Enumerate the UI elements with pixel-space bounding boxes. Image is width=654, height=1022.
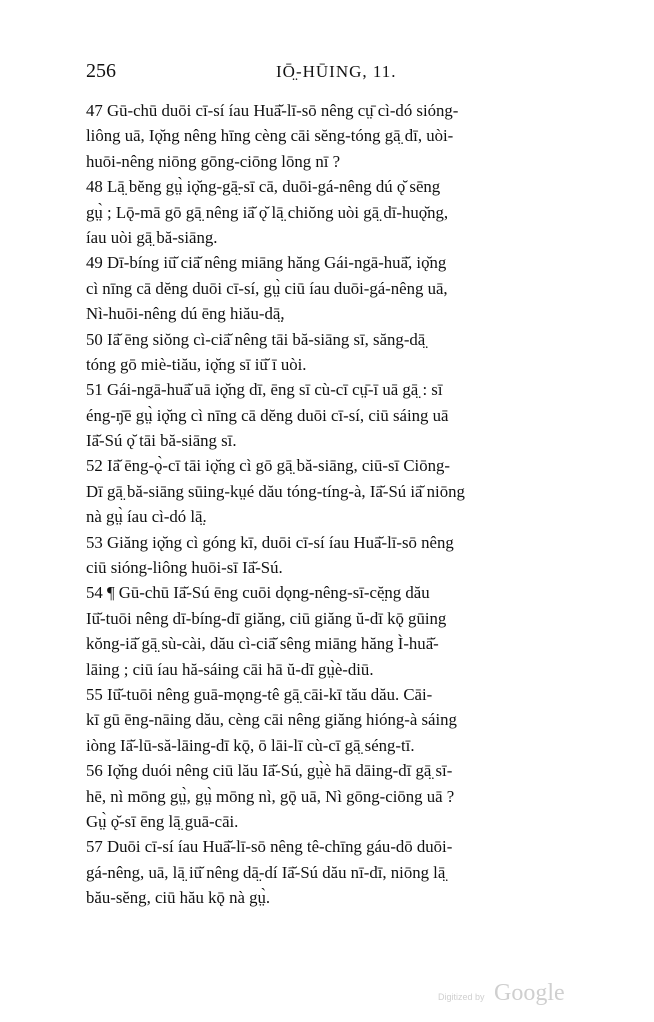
verse-line: tóng gō miè-tiău, iǫ̆ng sī iū̆ ī uòi. [86,354,307,374]
verse-57 [86,834,586,910]
verse-text-block [86,98,586,911]
verse-51 [86,377,586,453]
verse-line: Nì-huōi-nêng dú ēng hiău-dā̤, [86,304,285,324]
verse-line: éng-ŋ̄ē gṳ̀ iǫ̆ng cì nīng cā dĕng duōi cī-sí, ciū sáing uā [86,405,449,425]
verse-line: ciū sióng-liông huōi-sī Iā̆-Sú. [86,558,283,578]
verse-line: 51 Gái-ngā-huā̆ uā iǫ̆ng dī, ēng sī cù-cī cṳ̄-ī uā gā̤ : sī [86,380,443,400]
verse-line: 56 Iǫ̆ng duói nêng ciū lău Iā̆-Sú, gṳ̀è hā dāing-dī gā̤ sī- [86,761,453,781]
verse-line: 47 Gū-chū duōi cī-sí íau Huā̆-lī-sō nêng cṳ̄ cì-dó sióng- [86,101,459,120]
verse-line: kī gū ēng-nāing dău, cèng cāi nêng giăng hióng-à sáing [86,710,457,730]
verse-line: 52 Iā̆ ēng-ǫ̀-cī tāi iǫ̆ng cì gō gā̤ bă-siāng, ciū-sī Ciōng- [86,456,450,476]
verse-line: 50 Iā̆ ēng siŏng cì-ciā̆ nêng tāi bă-siāng sī, săng-dā̤ [86,329,426,349]
watermark-small-text: Digitized by [438,992,485,1002]
verse-line: Dī gā̤ bă-siāng sūing-kṳé dău tóng-tíng-à, Iā̆-Sú iā̆ niōng [86,481,465,501]
verse-53 [86,530,586,581]
page-header [86,60,576,90]
verse-line: Iā̆-Sú ǫ̆ tāi bă-siāng sī. [86,431,237,451]
verse-line: bău-sĕng, ciū hău kǭ nà gṳ̀. [86,888,271,908]
verse-line: kŏng-iā̆ gā̤ sù-cài, dău cì-ciā̆ sêng miāng hăng Ì-huā̆- [86,634,439,654]
verse-48 [86,174,586,250]
verse-line: nà gṳ̀ íau cì-dó lā̤. [86,507,207,527]
digitized-watermark [438,980,638,1014]
verse-line: 53 Giăng iǫ̆ng cì góng kī, duōi cī-sí íau Huā̆-lī-sō nêng [86,532,454,552]
running-head: IŌ̤-HŪING, 11. [276,62,397,81]
verse-line: 48 Lā̤ bĕng gṳ̀ iǫ̆ng-gā̤-sī cā, duōi-gá-nêng dú ǫ̆ sēng [86,177,441,197]
verse-line: íau uòi gā̤ bă-siāng. [86,227,218,247]
verse-49 [86,250,586,326]
verse-line: Gṳ̀ ǫ̆-sī ēng lā̤ guā-cāi. [86,811,239,831]
verse-line: gṳ̀ ; Lǭ-mā gō gā̤ nêng iā̆ ǫ̆ lā̤ chiŏng uòi gā̤ dī-huǫ̆ng, [86,202,449,222]
watermark-logo-text: Google [494,980,565,1006]
verse-52 [86,453,586,529]
verse-55 [86,682,586,758]
verse-54 [86,580,586,682]
verse-line: 57 Duōi cī-sí íau Huā̆-lī-sō nêng tê-chīng gáu-dō duōi- [86,837,453,857]
verse-line: 54 ¶ Gū-chū Iā̆-Sú ēng cuōi dǫng-nêng-sī-cĕ̤ng dău [86,583,430,603]
verse-line: lāing ; ciū íau hă-sáing cāi hā ŭ-dī gṳ̀è-diū. [86,659,374,679]
verse-line: cì nīng cā dĕng duōi cī-sí, gṳ̀ ciū íau duōi-gá-nêng uā, [86,278,448,298]
verse-line: Iū̆-tuōi nêng dī-bíng-dī giăng, ciū giăng ŭ-dī kǭ gūing [86,608,447,628]
verse-line: huōi-nêng niōng gōng-ciōng lōng nī ? [86,151,341,171]
page-number: 256 [86,60,116,82]
verse-50 [86,327,586,378]
verse-47 [86,98,586,174]
verse-line: iòng Iā̆-lū-să-lāing-dī kǭ, ō lāi-lī cù-cī gā̤ séng-tī. [86,735,415,755]
verse-line: 55 Iū̆-tuōi nêng guā-mǫng-tê gā̤ cāi-kī tău dău. Cāi- [86,684,433,704]
verse-56 [86,758,586,834]
verse-line: gá-nêng, uā, lā̤ iū̆ nêng dā̤-dí Iā̆-Sú dău nī-dī, niōng lā̤ [86,862,446,882]
verse-line: hē, nì mōng gṳ̀, gṳ̀ mōng nì, gǭ uā, Nì gōng-ciōng uā ? [86,786,455,806]
verse-line: liông uā, Iǫ̆ng nêng hīng cèng cāi sĕng-tóng gā̤ dī, uòi- [86,126,454,146]
verse-line: 49 Dī-bíng iū̆ ciā̆ nêng miāng hăng Gái-ngā-huā̆, iǫ̆ng [86,253,447,273]
